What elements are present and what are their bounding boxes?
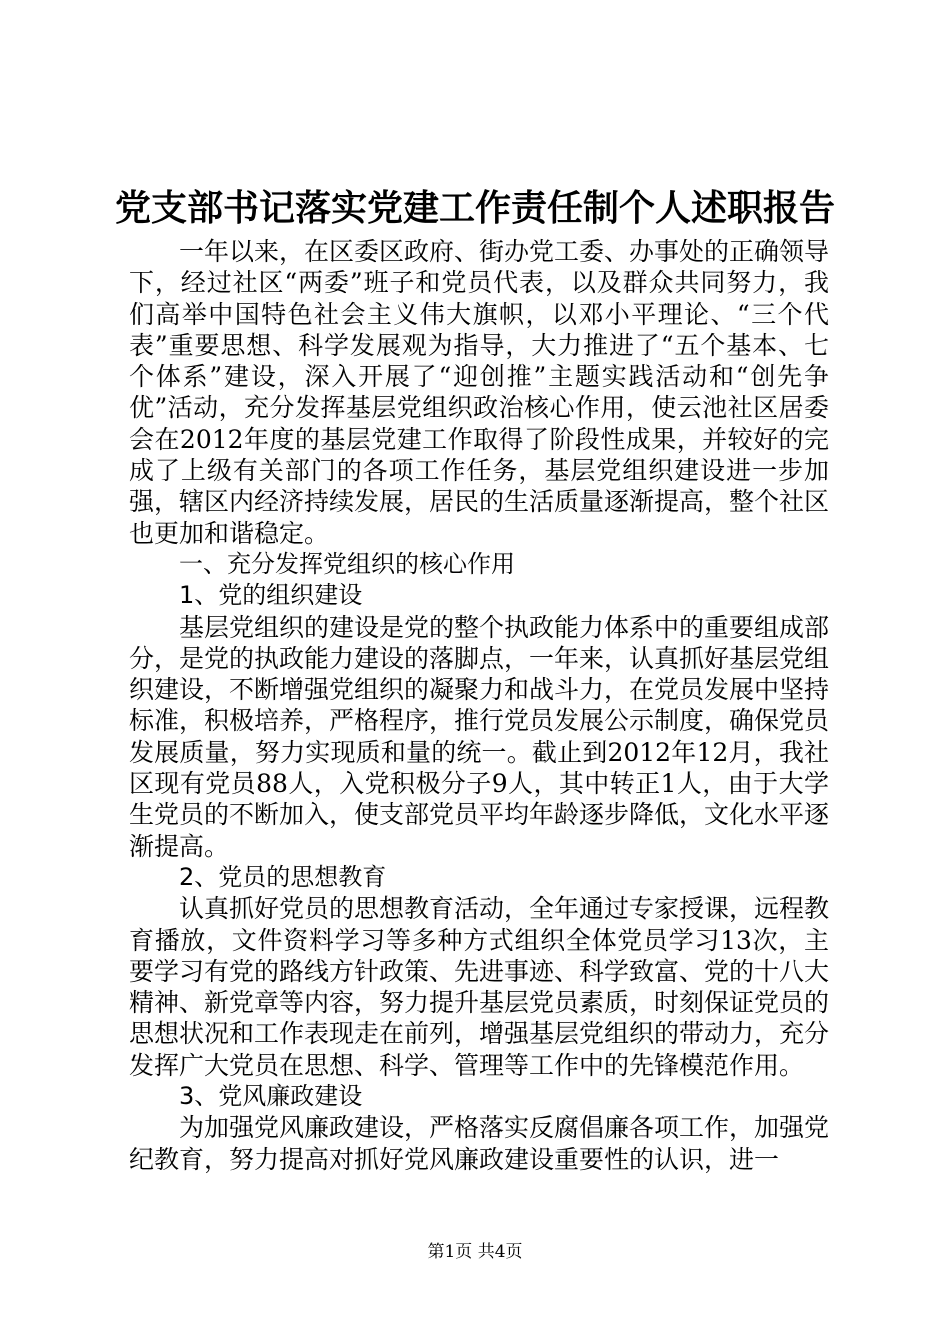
education-paragraph: 认真抓好党员的思想教育活动，全年通过专家授课，远程教育播放，文件资料学习等多种方式组织全体党员学习13次，主要学习有党的路线方针政策、先进事迹、科学致富、党的十八大精神、新党章等内容，努力提升基层党员素质，时刻保证党员的思想状况和工作表现走在前列，增强基层党组织的带动力，充分发挥广大党员在思想、科学、管理等工作中的先锋模范作用。 [129,894,830,1080]
section-heading-1: 一、充分发挥党组织的核心作用 [179,549,515,578]
subsection-heading-organization: 1、党的组织建设 [179,581,363,610]
organization-paragraph: 基层党组织的建设是党的整个执政能力体系中的重要组成部分，是党的执政能力建设的落脚点，一年来，认真抓好基层党组织建设，不断增强党组织的凝聚力和战斗力，在党员发展中坚持标准，积极培养，严格程序，推行党员发展公示制度，确保党员发展质量，努力实现质和量的统一。截止到2012年12月，我社区现有党员88人，入党积极分子9人，其中转正1人，由于大学生党员的不断加入，使支部党员平均年龄逐步降低，文化水平逐渐提高。 [129,612,830,861]
subsection-heading-education: 2、党员的思想教育 [179,862,387,891]
subsection-heading-integrity: 3、党风廉政建设 [179,1082,363,1111]
page-footer: 第1页 共4页 [427,1242,523,1262]
document-body [129,236,829,1175]
intro-paragraph: 一年以来，在区委区政府、街办党工委、办事处的正确领导下，经过社区“两委”班子和党员代表，以及群众共同努力，我们高举中国特色社会主义伟大旗帜，以邓小平理论、“三个代表”重要思想、科学发展观为指导，大力推进了“五个基本、七个体系”建设，深入开展了“迎创推”主题实践活动和“创先争优”活动，充分发挥基层党组织政治核心作用，使云池社区居委会在2012年度的基层党建工作取得了阶段性成果，并较好的完成了上级有关部门的各项工作任务，基层党组织建设进一步加强，辖区内经济持续发展，居民的生活质量逐渐提高，整个社区也更加和谐稳定。 [129,237,830,548]
integrity-paragraph: 为加强党风廉政建设，严格落实反腐倡廉各项工作，加强党纪教育，努力提高对抓好党风廉政建设重要性的认识，进一 [129,1113,830,1174]
document-title: 党支部书记落实党建工作责任制个人述职报告 [114,187,835,229]
